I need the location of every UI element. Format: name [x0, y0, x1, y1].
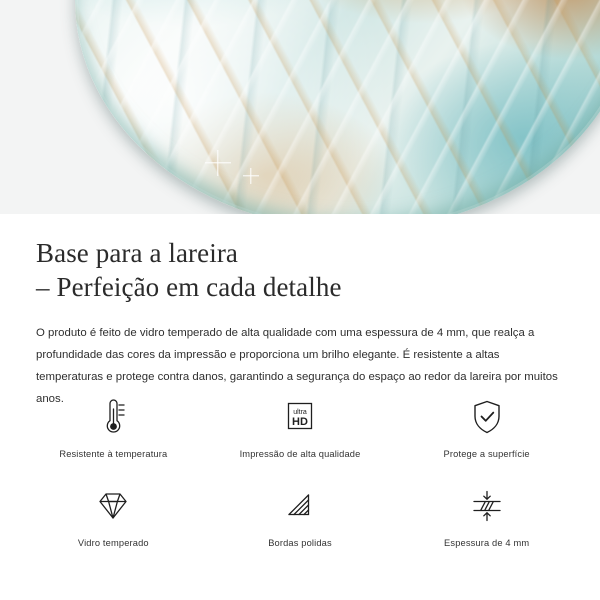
- feature-label: Protege a superfície: [443, 449, 530, 459]
- feature-item: [20, 485, 207, 548]
- text-block: [0, 214, 600, 410]
- thermometer-icon: [93, 396, 133, 438]
- feature-item: [20, 396, 207, 459]
- ultra-hd-icon: [278, 396, 322, 438]
- page-title-line-2: – Perfeição em cada detalhe: [36, 272, 342, 302]
- shield-check-icon: [466, 396, 508, 438]
- feature-grid: [0, 396, 600, 548]
- feature-label: Impressão de alta qualidade: [239, 449, 361, 459]
- feature-label: Bordas polidas: [268, 538, 332, 548]
- feature-label: Espessura de 4 mm: [444, 538, 530, 548]
- glass-base-circle: [75, 0, 600, 214]
- feature-label: Resistente à temperatura: [59, 449, 168, 459]
- feature-item: [393, 485, 580, 548]
- feature-label: Vidro temperado: [77, 538, 149, 548]
- hero-image: [0, 0, 600, 214]
- page-title-line-1: Base para a lareira: [36, 238, 239, 268]
- thickness-icon: [466, 485, 508, 527]
- product-description: O produto é feito de vidro temperado de alta qualidade com uma espessura de 4 mm, que realça a profundidade das cores da impressão e proporciona um brilho elegante. É resistente a altas temperaturas e protege contra danos, garantindo a segurança do espaço ao redor da lareira por muitos anos.: [36, 327, 558, 405]
- polished-edges-icon: [279, 485, 321, 527]
- svg-text:ultra: ultra: [293, 409, 307, 416]
- feature-item: [393, 396, 580, 459]
- svg-text:HD: HD: [292, 416, 308, 428]
- diamond-icon: [92, 485, 134, 527]
- feature-item: [207, 396, 394, 459]
- feature-item: [207, 485, 394, 548]
- page-title: [36, 236, 564, 304]
